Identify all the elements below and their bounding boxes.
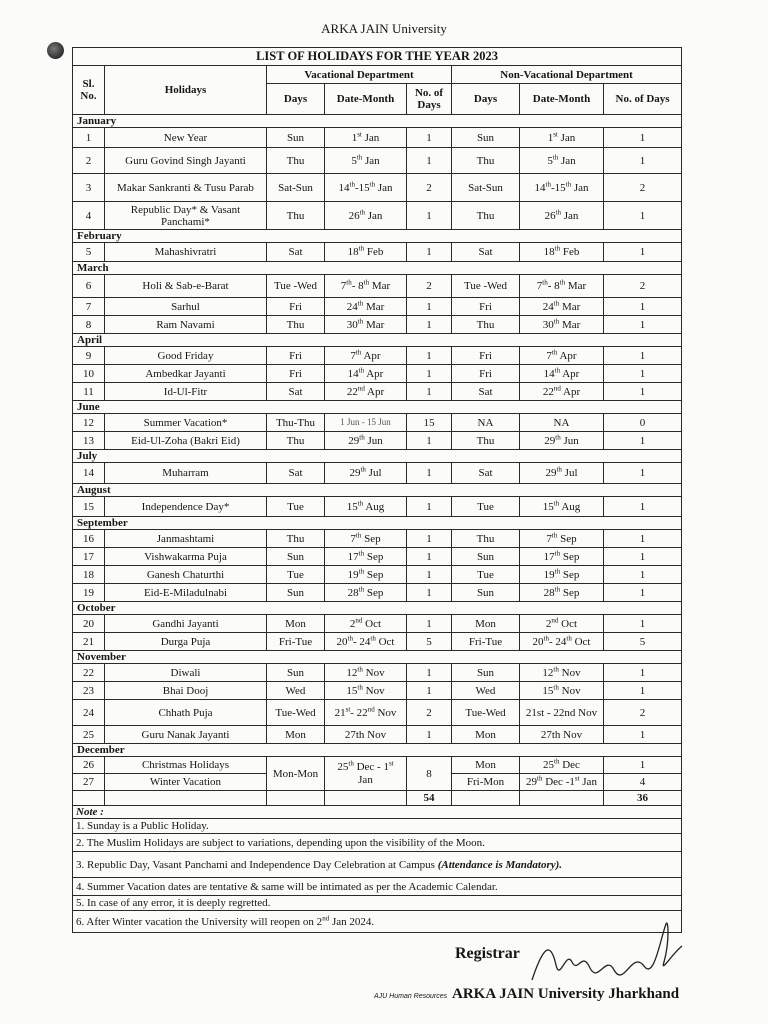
table-row: 16 Janmashtami Thu 7th Sep 1 Thu 7th Sep 1 <box>73 530 682 548</box>
table-row: 27 Winter Vacation Fri-Mon 29th Dec -1st Jan 4 <box>73 774 682 791</box>
totals-row <box>73 791 682 806</box>
header-nv-days: Days <box>452 84 520 115</box>
total-non-vacational: 36 <box>604 791 682 806</box>
table-row: 4 Republic Day* & Vasant Panchami* Thu 26th Jan 1 Thu 26th Jan 1 <box>73 202 682 230</box>
table-row: 25 Guru Nanak Jayanti Mon 27th Nov 1 Mon 27th Nov 1 <box>73 726 682 744</box>
table-row: 13 Eid-Ul-Zoha (Bakri Eid) Thu 29th Jun 1 Thu 29th Jun 1 <box>73 432 682 450</box>
table-row: 6 Holi & Sab-e-Barat Tue -Wed 7th- 8th Mar 2 Tue -Wed 7th- 8th Mar 2 <box>73 275 682 298</box>
table-row: 15 Independence Day* Tue 15th Aug 1 Tue 15th Aug 1 <box>73 497 682 517</box>
table-row: 11 Id-Ul-Fitr Sat 22nd Apr 1 Sat 22nd Apr 1 <box>73 383 682 401</box>
table-row: 24 Chhath Puja Tue-Wed 21st- 22nd Nov 2 Tue-Wed 21st - 22nd Nov 2 <box>73 700 682 726</box>
header-v-days: Days <box>267 84 325 115</box>
month-january: January <box>73 115 682 128</box>
month-december: December <box>73 744 682 757</box>
month-july: July <box>73 450 682 463</box>
table-row: 10 Ambedkar Jayanti Fri 14th Apr 1 Fri 14th Apr 1 <box>73 365 682 383</box>
header-sl-no: Sl. No. <box>73 66 105 115</box>
table-row: 19 Eid-E-Miladulnabi Sun 28th Sep 1 Sun 28th Sep 1 <box>73 584 682 602</box>
table-row: 20 Gandhi Jayanti Mon 2nd Oct 1 Mon 2nd Oct 1 <box>73 615 682 633</box>
month-march: March <box>73 262 682 275</box>
table-title: LIST OF HOLIDAYS FOR THE YEAR 2023 <box>73 48 682 66</box>
table-row: 26 Christmas Holidays Mon-Mon 25th Dec - 1st Jan 8 Mon 25th Dec 1 <box>73 757 682 774</box>
registrar-label: Registrar <box>455 945 520 962</box>
table-row: 17 Vishwakarma Puja Sun 17th Sep 1 Sun 17th Sep 1 <box>73 548 682 566</box>
table-row: 2 Guru Govind Singh Jayanti Thu 5th Jan 1 Thu 5th Jan 1 <box>73 148 682 174</box>
note-heading: Note : <box>73 806 682 819</box>
header-v-no-of-days: No. of Days <box>407 84 452 115</box>
header-vacational: Vacational Department <box>267 66 452 84</box>
table-row: 3 Makar Sankranti & Tusu Parab Sat-Sun 14th-15th Jan 2 Sat-Sun 14th-15th Jan 2 <box>73 174 682 202</box>
table-row: 7 Sarhul Fri 24th Mar 1 Fri 24th Mar 1 <box>73 298 682 316</box>
header-nv-no-of-days: No. of Days <box>604 84 682 115</box>
registrar-signature <box>520 910 690 990</box>
table-row: 5 Mahashivratri Sat 18th Feb 1 Sat 18th Feb 1 <box>73 243 682 262</box>
month-august: August <box>73 484 682 497</box>
table-row: 9 Good Friday Fri 7th Apr 1 Fri 7th Apr 1 <box>73 347 682 365</box>
month-february: February <box>73 230 682 243</box>
month-november: November <box>73 651 682 664</box>
note-3: 3. Republic Day, Vasant Panchami and Independence Day Celebration at Campus (Attendance is Mandatory). <box>73 852 682 878</box>
table-row: 22 Diwali Sun 12th Nov 1 Sun 12th Nov 1 <box>73 664 682 682</box>
note-6: 6. After Winter vacation the University will reopen on 2nd Jan 2024. <box>73 911 682 933</box>
table-row: 14 Muharram Sat 29th Jul 1 Sat 29th Jul 1 <box>73 463 682 484</box>
punch-hole-mark <box>47 42 64 59</box>
footer-hr-label: AJU Human Resources <box>374 993 448 1000</box>
table-row: 12 Summer Vacation* Thu-Thu 1 Jun - 15 Jun 15 NA NA 0 <box>73 414 682 432</box>
month-october: October <box>73 602 682 615</box>
table-row: 21 Durga Puja Fri-Tue 20th- 24th Oct 5 Fri-Tue 20th- 24th Oct 5 <box>73 633 682 651</box>
total-vacational: 54 <box>407 791 452 806</box>
month-june: June <box>73 401 682 414</box>
month-april: April <box>73 334 682 347</box>
header-nv-date-month: Date-Month <box>520 84 604 115</box>
holidays-table <box>72 47 682 933</box>
table-row: 8 Ram Navami Thu 30th Mar 1 Thu 30th Mar 1 <box>73 316 682 334</box>
table-row: 18 Ganesh Chaturthi Tue 19th Sep 1 Tue 19th Sep 1 <box>73 566 682 584</box>
table-row: 1 New Year Sun 1st Jan 1 Sun 1st Jan 1 <box>73 128 682 148</box>
header-v-date-month: Date-Month <box>325 84 407 115</box>
note-5: 5. In case of any error, it is deeply regretted. <box>73 896 682 911</box>
note-2: 2. The Muslim Holidays are subject to variations, depending upon the visibility of the Moon. <box>73 834 682 852</box>
month-september: September <box>73 517 682 530</box>
note-3-emphasis: (Attendance is Mandatory). <box>437 858 563 871</box>
footer-university-stamp: ARKA JAIN University Jharkhand <box>452 986 680 1002</box>
note-1: 1. Sunday is a Public Holiday. <box>73 819 682 834</box>
header-holidays: Holidays <box>105 66 267 115</box>
note-4: 4. Summer Vacation dates are tentative & same will be intimated as per the Academic Calendar. <box>73 878 682 896</box>
table-row: 23 Bhai Dooj Wed 15th Nov 1 Wed 15th Nov 1 <box>73 682 682 700</box>
header-non-vacational: Non-Vacational Department <box>452 66 682 84</box>
university-header: ARKA JAIN University <box>321 21 447 36</box>
